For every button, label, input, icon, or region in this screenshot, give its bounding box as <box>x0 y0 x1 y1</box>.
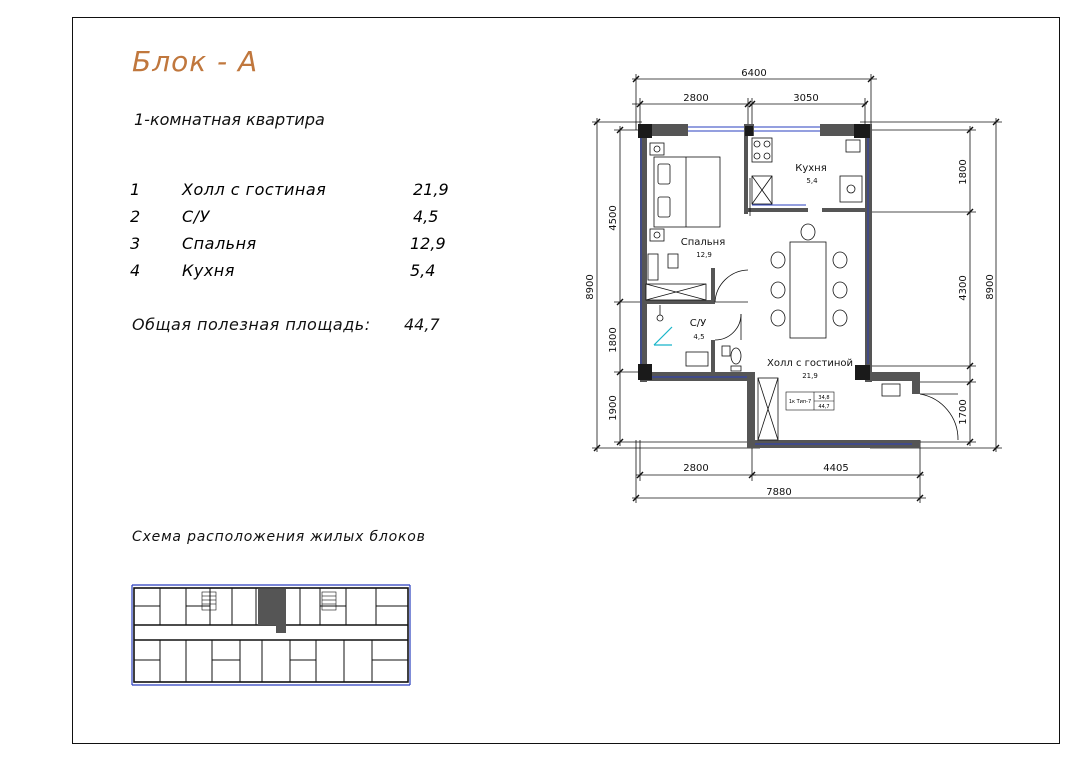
dim-top-right: 3050 <box>793 93 819 104</box>
dim-right-b: 4300 <box>958 275 969 301</box>
stamp-area-b: 44,7 <box>818 404 830 410</box>
dim-left-total: 8900 <box>585 274 596 300</box>
highlighted-block <box>258 589 272 625</box>
plan-kitchen-name: Кухня <box>795 163 827 174</box>
plan-hall-area: 21,9 <box>802 372 818 380</box>
room-name: Спальня <box>182 234 257 253</box>
stamp-area-a: 34,8 <box>818 395 830 401</box>
room-number: 4 <box>130 261 141 280</box>
apartment-type: 1-комнатная квартира <box>134 110 325 129</box>
room-name: Холл с гостиная <box>182 180 327 199</box>
room-area: 21,9 <box>413 180 449 199</box>
room-area: 4,5 <box>413 207 439 226</box>
block-title: Блок - А <box>132 45 259 78</box>
room-number: 3 <box>130 234 141 253</box>
dim-left-a: 4500 <box>608 205 619 231</box>
room-area: 12,9 <box>410 234 446 253</box>
dim-top-total: 6400 <box>741 68 767 79</box>
plan-bathroom-name: С/У <box>689 318 707 329</box>
room-number: 2 <box>130 207 141 226</box>
furniture <box>646 138 900 440</box>
dim-bottom-total: 7880 <box>766 487 792 498</box>
total-area-label: Общая полезная площадь: <box>132 315 371 334</box>
plan-hall-name: Холл с гостиной <box>767 358 853 369</box>
plan-bedroom-name: Спальня <box>680 237 726 248</box>
plan-bathroom-area: 4,5 <box>693 333 705 341</box>
room-name: Кухня <box>182 261 235 280</box>
room-area: 5,4 <box>410 261 436 280</box>
key-plan <box>132 585 410 685</box>
total-area-value: 44,7 <box>404 315 440 334</box>
scheme-title: Схема расположения жилых блоков <box>132 529 426 545</box>
plan-bedroom-area: 12,9 <box>696 251 712 259</box>
dim-right-a: 1800 <box>958 159 969 185</box>
dim-bottom-left: 2800 <box>683 463 709 474</box>
dim-bottom-right: 4405 <box>823 463 849 474</box>
room-name: С/У <box>182 207 210 226</box>
dim-left-c: 1900 <box>608 395 619 421</box>
dim-left-b: 1800 <box>608 327 619 353</box>
dim-right-total: 8900 <box>985 274 996 300</box>
plan-kitchen-area: 5,4 <box>806 177 818 185</box>
dim-right-c: 1700 <box>958 399 969 425</box>
room-number: 1 <box>130 180 141 199</box>
dim-top-left: 2800 <box>683 93 709 104</box>
stamp-type: 1к Тип-7 <box>788 399 812 405</box>
shower-tray <box>654 327 672 345</box>
